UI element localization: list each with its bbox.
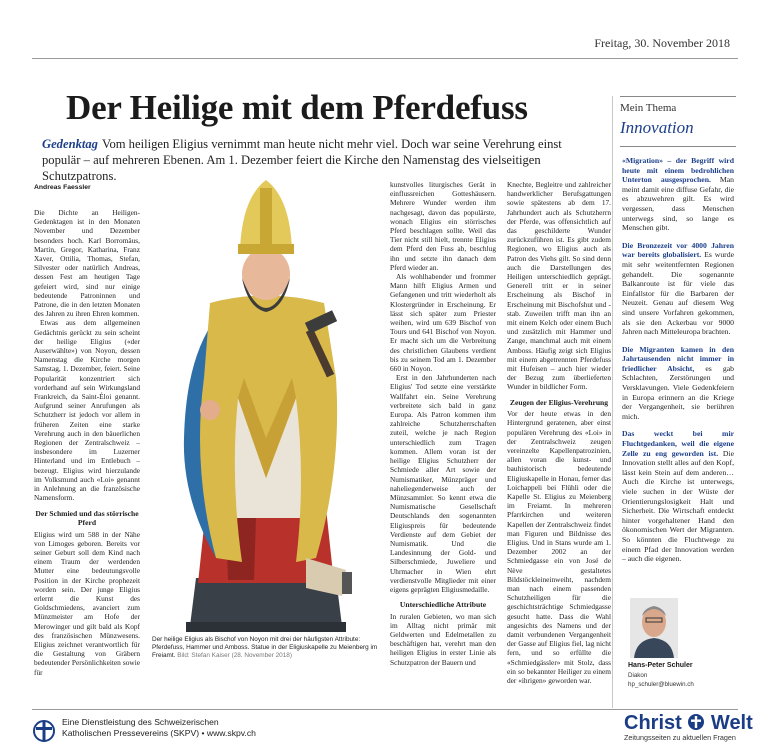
article-column-3 <box>507 180 611 708</box>
sidebar-text: es gab Schlachten, Zerstörungen und Versklavungen. Viele Gedenkfeiern in Europa erinnern an die Kriege der Vergangenheit, sie berühren mich. <box>622 363 735 421</box>
article-column-2 <box>390 180 496 708</box>
sidebar-top-rule <box>620 96 736 97</box>
subheading: Zeugen der Eligius-Verehrung <box>509 397 609 407</box>
skpv-logo-icon <box>32 719 56 747</box>
paragraph: Eligius wird um 588 in der Nähe von Limoges geboren. Bereits vor seiner Geburt soll dem Kind nach einem Traum der werdenden Mutter eine bedeutungsvolle Position in der Kirche prophezeit worden sein. Der junge Eligius erlernt die Kunst des Goldschmiedens, avanciert zum Münzmeister am Hofe der Merowinger und gilt bald als Kopf des französischen Münzwesens. Eligius zeichnet verantwortlich für die Gestaltung von Gräbern bedeutender Persönlichkeiten sowie für <box>34 529 140 677</box>
paragraph: Erst in den Jahrhunderten nach Eligius' Tod setzte eine verstärkte Wallfahrt ein. Seine Verehrung verbreitete sich bald in ganz Europa. Als Patron kommen ihm zahlreiche Schutzherrschaften zuteil, welche je nach Region unterschiedlich zum Tragen kommen. Allem voran ist der heilige Eligius Schutzherr der Schmiede aller Art sowie der Numismatiker, Münzpräger und naheliegenderweise auch der Münzsammler. So kennt etwa die Numismatische Gesellschaft Deutschlands den sogenannten Eligiuspreis für bedeutende Verdienste auf dem Gebiet der Numismatik. Und die Landesinnung der Gold- und Silberschmiede, Juweliere und Uhrmacher in Wien ehrt verdienstvolle Mitglieder mit einer eigens geprägten Eligiusmedaille. <box>390 373 496 594</box>
brand-right: Welt <box>710 712 753 734</box>
sidebar-author-role: Diakon <box>628 672 648 679</box>
footer-line: Eine Dienstleistung des Schweizerischen <box>62 717 219 727</box>
paragraph: kunstvolles liturgisches Gerät in einflussreichen Gotteshäusern. Mehrere Wunder werden ihm nachgesagt, davon das populärste, wonach Eligius ein störrisches Pferd beschlagen sollte. Weil das Tier nicht still hielt, trennte Eligius dem Pferd den Fuss ab, beschlug ihn und setzte ihn danach dem Pferd wieder an. <box>390 180 496 272</box>
sidebar-paragraph <box>622 241 734 337</box>
brand-left: Christ <box>624 712 682 734</box>
photo-credit: Bild: Stefan Kaiser (28. November 2018) <box>177 652 292 659</box>
paragraph: Vor der heute etwas in den Hintergrund geratenen, aber einst populären Verehrung des «Loi» in der Zentralschweiz zeugen vereinzelte Kapellenpatrozinien, allen voran die kunst- und bauhistorisch bedeutende Eligiuskapelle in Honau, ferner das Loichappeli bei Flühli oder die Kapelle St. Eligius zu Meienberg im Freiamt. In mehreren Pfarrkirchen und weiteren Kapellen der Zentralschweiz findet man Figuren und Bildnisse des Eligius. Und in Stans wurde am 1. Dezember 2002 an der Schmiedgasse ein von José de Nève gestaltetes Bildstöckleineinweiht, nachdem man nach einem passenden Schutzheiligen für die geschichtsträchtige Schmiedgasse gesucht hatte. Dass die Wahl angesichts des Namens und der damit verbundenen Vergangenheit der Gasse auf Eligius fiel, lag nicht fern, und so erfüllte die «Schmiedgässler» mit Stolz, dass ein so bekannter Heiliger zu einem der «ihrigen» geworden war. <box>507 409 611 686</box>
byline: Andreas Faessler <box>34 184 91 191</box>
caption-text: Der heilige Eligius als Bischof von Noyon mit drei der häufigsten Attribute: Pferdefuss, Hammer und Amboss. Statue in der Eligiuskapelle zu Meienberg im Freiamt. <box>152 636 378 659</box>
sidebar-title: Innovation <box>620 118 694 137</box>
sidebar-text: Die Innovation stellt alles auf den Kopf, lässt kein Stein auf dem anderen… Auch die Kirche ist unterwegs, viele suchen in der Wüste der Orientierungslosigkeit Halt und Sicherheit. Die Wirtschaft entdeckt hinter vorgehaltener Hand den ökonomischen Wert der Migranten. So könnten die Fluchtwege zu einem Pfad der Innovation werden – auch die eigenen. <box>622 448 735 564</box>
deck-keyword: Gedenktag <box>42 137 98 151</box>
deck <box>42 136 602 184</box>
sidebar-lead: «Migration» – der Begriff wird heute mit einem bedrohlichen Unterton ausgesprochen. <box>622 156 734 185</box>
footer-line: Katholischen Pressevereins (SKPV) • www.skpv.ch <box>62 728 256 738</box>
dateline: Freitag, 30. November 2018 <box>594 36 730 50</box>
top-rule <box>32 58 738 59</box>
subheading: Unterschiedliche Attribute <box>399 600 487 610</box>
paragraph: In ruralen Gebieten, wo man sich im Alltag nicht primär mit Geldwerten und Edelmetallen zu beschäftigen hat, verehrt man den heiligen Eligius in erster Linie als Schutzpatron der Bauern und <box>390 611 496 667</box>
cross-icon <box>687 713 705 731</box>
paragraph: Etwas aus dem allgemeinen Gedächtnis gerückt zu sein scheint der heilige Eligius («der Auserwählte») von Noyon, dessen Namenstag die Kirche morgen Samstag, 1. Dezember, feiert. Seine Popularität konzentriert sich vorderhand auf sein Wirkungsland Frankreich, da Saint-Éloi genannt. Aufgrund seiner Anrufungen als Schutzherr ist jedoch vor allem in früheren Zeiten eine starke Verehrung auch in den bäuerlichen Regionen der Zentralschweiz – insbesondere im Luzerner Hinterland und im Entlebuch – bezeugt. Eligius wird hierzulande im Volksmund auch «Loi» genannt in Anlehnung an die französische Namensform. <box>34 318 140 503</box>
sidebar-divider <box>612 96 613 708</box>
brand-tagline: Zeitungsseiten zu aktuellen Fragen <box>624 733 736 742</box>
photo-caption <box>152 636 382 660</box>
christ-welt-logo <box>624 712 753 735</box>
sidebar-text: Man meint damit eine diffuse Gefahr, die es abzuwehren gilt. Es wird vergessen, dass Menschen unterwegs sind, so lange es Menschen gibt. <box>622 175 734 233</box>
paragraph: Als wohlhabender und frommer Mann hilft Eligius Armen und Gefangenen und tritt wiederholt als Klostergründer in Erscheinung. Er lässt sich später zum Priester weihen, wird um 639 Bischof von Tours und 641 Bischof von Noyon. Er macht sich um die Verbreitung des christlichen Glaubens verdient bis zu seinem Tod am 1. Dezember 660 in Noyon. <box>390 272 496 374</box>
sidebar-lead: Die Migranten kamen in den Jahrtausenden nicht immer in friedlicher Absicht, <box>622 344 734 373</box>
headline: Der Heilige mit dem Pferdefuss <box>66 88 528 127</box>
sidebar-paragraph <box>622 156 734 233</box>
paragraph: Knechte, Begleitre und zahlreicher handwerklicher Berufsgattungen sowie spätestens ab dem 17. Jahrhundert auch als Schutzherrn der Pferde, was offensichtlich auf das geschilderte Wunder zurückzuführen ist. Es gibt zudem Regionen, wo Eligius auch als Patron des Viehs gilt. So sind denn auch die Darstellungen des Heiligen unterschiedlich geprägt. Generell tritt er in seiner Erscheinung als Bischof in Erscheinung mit Bischofshut und -stab. Zuweilen trifft man ihn an mit einem Kelch oder einem Buch und zusätzlich mit Hammer und Zange, manchmal auch mit einem Amboss. Häufig zeigt sich Eligius mit einem abgetrennten Pferdefuss mit Hufeisen – auch hier wieder der Bezug zum überlieferten Wunder in bildlicher Form. <box>507 180 611 392</box>
article-column-1 <box>34 208 140 720</box>
author-portrait <box>630 598 678 658</box>
sidebar-author-email: hp_schuler@bluewin.ch <box>628 681 694 688</box>
sidebar-paragraph <box>622 345 734 422</box>
sidebar-author-name: Hans-Peter Schuler <box>628 662 693 669</box>
footer-text <box>62 717 256 739</box>
subheading: Der Schmied und das störrische Pferd <box>35 508 139 527</box>
sidebar-text: Es wurde mit sehr weitentfernten Regionen gehandelt. Die sogenannte Balkanroute ist für viele das Einfallstor für die Barbaren der Neuzeit. Genau auf diesem Weg sind unsere Vorfahren gekommen, als sie den Ackerbau vor 9000 Jahren nach Mitteleuropa brachten. <box>622 250 734 337</box>
sidebar-lead: Das weckt bei mir Fluchtgedanken, weil die eigene Zelle zu eng geworden ist. <box>622 429 734 458</box>
paragraph: Die Dichte an Heiligen-Gedenktagen ist in den Monaten November und Dezember besonders hoch. Karl Borromäus, Martin, Gregor, Katharina, Franz Xaver, Ottilia, Thomas, Stefan, Silvester oder natürlich Andreas, dessen Fest am heutigen Tage gefeiert wird, sind nur einige bedeutende Patroninnen und Patrone, die in den letzten Monaten des Jahren zu ihren Ehren kommen. <box>34 208 140 319</box>
sidebar-label: Mein Thema <box>620 102 677 114</box>
saint-statue-photo <box>146 178 382 636</box>
sidebar-paragraph <box>622 429 734 563</box>
sidebar-lead: Die Bronzezeit vor 4000 Jahren war bereits globalisiert. <box>622 240 734 260</box>
author-portrait-image <box>630 598 678 658</box>
statue-illustration <box>146 178 382 636</box>
deck-text: Vom heiligen Eligius vernimmt man heute nicht mehr viel. Doch war seine Verehrung einst populär – auf mehreren Ebenen. Am 1. Dezember feiert die Kirche den Namenstag des vielseitigen Schutzpatrons. <box>42 137 562 183</box>
sidebar-body <box>622 156 734 572</box>
